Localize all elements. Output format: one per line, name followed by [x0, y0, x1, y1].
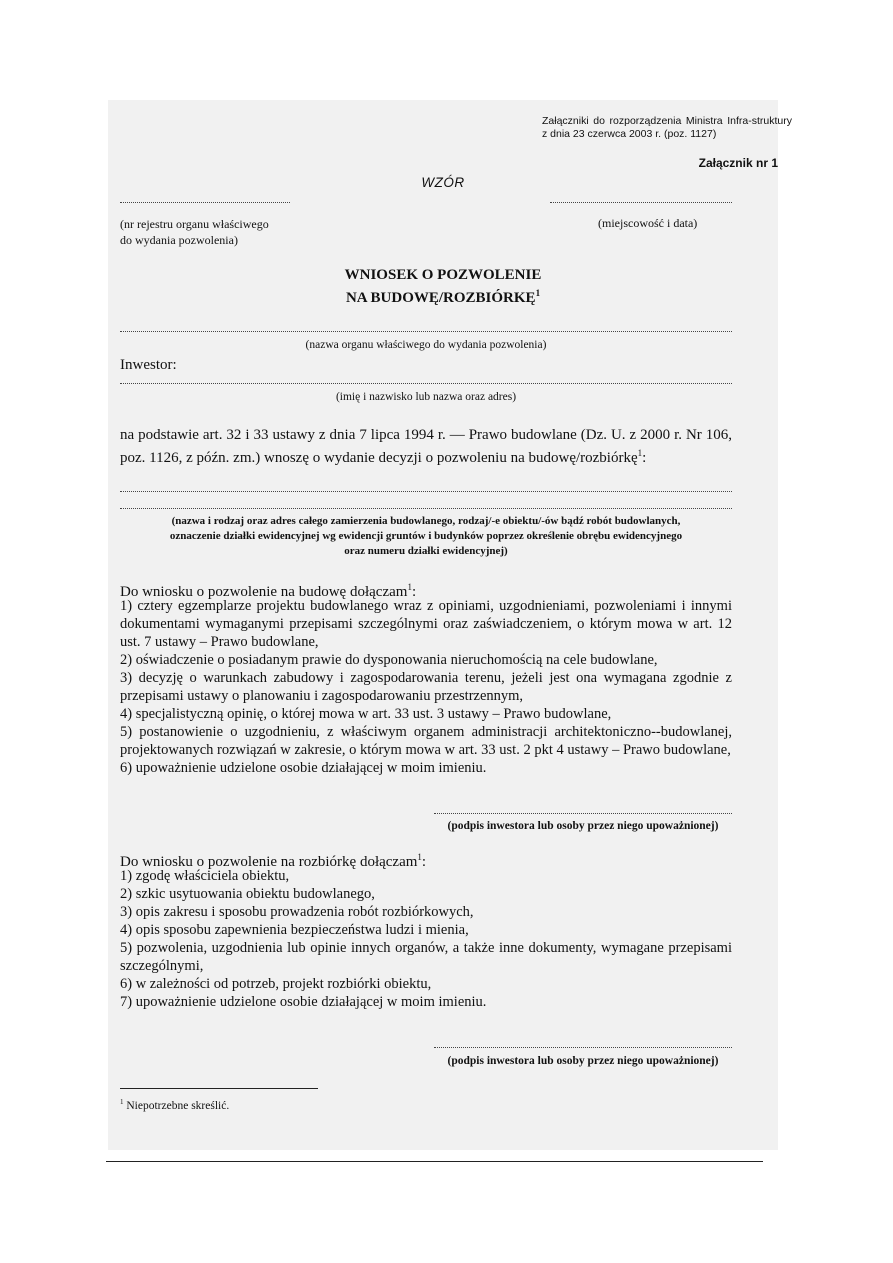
demolition-heading-suffix: :	[421, 854, 427, 870]
list-item: 3) decyzję o warunkach zabudowy i zagospodarowania terenu, jeżeli jest ona wymagana zgodnie z przepisami ustawy o planowaniu i zagospodarowaniu przestrzennym,	[120, 670, 732, 704]
wzor-label: WZÓR	[421, 175, 465, 190]
demolition-signature-field[interactable]	[434, 1046, 732, 1048]
construction-signature-label: (podpis inwestora lub osoby przez niego upoważnionej)	[447, 820, 719, 832]
footnote-mark: 1	[120, 1098, 124, 1106]
investor-field[interactable]	[120, 382, 732, 384]
list-item: 1) cztery egzemplarze projektu budowlanego wraz z opiniami, uzgodnieniami, pozwoleniami i innymi dokumentami wymaganymi przepisami szczególnymi oraz zaświadczeniem, o którym mowa w art. 12 ust. 7 ustawy – Prawo budowlane,	[120, 598, 732, 650]
footnote-divider	[120, 1088, 318, 1089]
registry-label	[120, 216, 269, 248]
registry-label-line2: do wydania pozwolenia)	[120, 233, 238, 247]
legal-basis-footnote-mark: 1	[637, 448, 643, 458]
construction-signature-field[interactable]	[434, 812, 732, 814]
title-line1: WNIOSEK O POZWOLENIE	[344, 267, 542, 283]
footnote	[120, 1098, 229, 1112]
project-desc-line3: oraz numeru działki ewidencyjnej)	[344, 545, 508, 557]
document-title	[108, 266, 778, 307]
list-item: 4) opis sposobu zapewnienia bezpieczeństwa ludzi i mienia,	[120, 922, 469, 938]
list-item: 5) postanowienie o uzgodnieniu, z właściwym organem administracji architektoniczno--budowlanej, projektowanych rozwiązań w zakresie, o którym mowa w art. 33 ust. 2 pkt 4 ustawy – Prawo budowlane,	[120, 724, 732, 758]
document-page	[108, 100, 792, 1150]
construction-heading-footnote: 1	[407, 582, 412, 592]
footnote-text: Niepotrzebne skreślić.	[126, 1099, 230, 1112]
investor-heading: Inwestor:	[120, 357, 177, 373]
demolition-attachments-list	[120, 867, 732, 1011]
construction-attachments-list	[120, 597, 732, 777]
list-item: 3) opis zakresu i sposobu prowadzenia robót rozbiórkowych,	[120, 904, 474, 920]
legal-basis-main: na podstawie art. 32 i 33 ustawy z dnia 7 lipca 1994 r. — Prawo budowlane (Dz. U. z 2000 r. Nr 106, poz. 1126, z późn. zm.) wnoszę o wydanie decyzji o pozwoleniu na budowę/rozbiórkę	[120, 427, 732, 466]
authority-label: (nazwa organu właściwego do wydania pozwolenia)	[305, 339, 547, 351]
title-footnote-mark: 1	[535, 288, 541, 298]
list-item: 6) w zależności od potrzeb, projekt rozbiórki obiektu,	[120, 976, 432, 992]
investor-label: (imię i nazwisko lub nazwa oraz adres)	[335, 391, 517, 403]
list-item: 5) pozwolenia, uzgodnienia lub opinie innych organów, a także inne dokumenty, wymagane przepisami szczególnymi,	[120, 940, 732, 974]
list-item: 6) upoważnienie udzielone osobie działającej w moim imieniu.	[120, 760, 487, 776]
authority-field[interactable]	[120, 330, 732, 332]
list-item: 2) szkic usytuowania obiektu budowlanego,	[120, 886, 375, 902]
construction-heading-text: Do wniosku o pozwolenie na budowę dołączam	[120, 584, 408, 600]
registry-label-line1: (nr rejestru organu właściwego	[120, 217, 269, 231]
project-field-line1[interactable]	[120, 490, 732, 492]
project-desc-line2: oznaczenie działki ewidencyjnej wg ewidencji gruntów i budynków poprzez określenie obrębu ewidencyjnego	[169, 530, 683, 542]
project-description-label	[120, 514, 732, 559]
project-field-line2[interactable]	[120, 507, 732, 509]
construction-heading-suffix: :	[411, 584, 417, 600]
place-date-field[interactable]	[550, 200, 732, 203]
legal-basis-text	[120, 426, 732, 467]
legal-basis-suffix: :	[642, 450, 647, 466]
page-bottom-divider	[106, 1161, 763, 1162]
list-item: 4) specjalistyczną opinię, o której mowa w art. 33 ust. 3 ustawy – Prawo budowlane,	[120, 706, 612, 722]
list-item: 2) oświadczenie o posiadanym prawie do dysponowania nieruchomością na cele budowlane,	[120, 652, 658, 668]
demolition-signature-label: (podpis inwestora lub osoby przez niego upoważnionej)	[447, 1055, 719, 1067]
attachment-label: Załącznik nr 1	[698, 156, 778, 170]
list-item: 1) zgodę właściciela obiektu,	[120, 868, 290, 884]
list-item: 7) upoważnienie udzielone osobie działającej w moim imieniu.	[120, 994, 487, 1010]
title-line2: NA BUDOWĘ/ROZBIÓRKĘ	[345, 290, 536, 306]
demolition-heading-text: Do wniosku o pozwolenie na rozbiórkę dołączam	[120, 854, 418, 870]
project-desc-line1: (nazwa i rodzaj oraz adres całego zamierzenia budowlanego, rodzaj/-e obiektu/-ów bądź robót budowlanych,	[171, 515, 681, 527]
registry-number-field[interactable]	[120, 196, 290, 203]
demolition-heading-footnote: 1	[417, 852, 422, 862]
regulation-note: Załączniki do rozporządzenia Ministra Infra-struktury z dnia 23 czerwca 2003 r. (poz. 1127)	[542, 115, 792, 140]
place-date-label: (miejscowość i data)	[598, 216, 698, 230]
